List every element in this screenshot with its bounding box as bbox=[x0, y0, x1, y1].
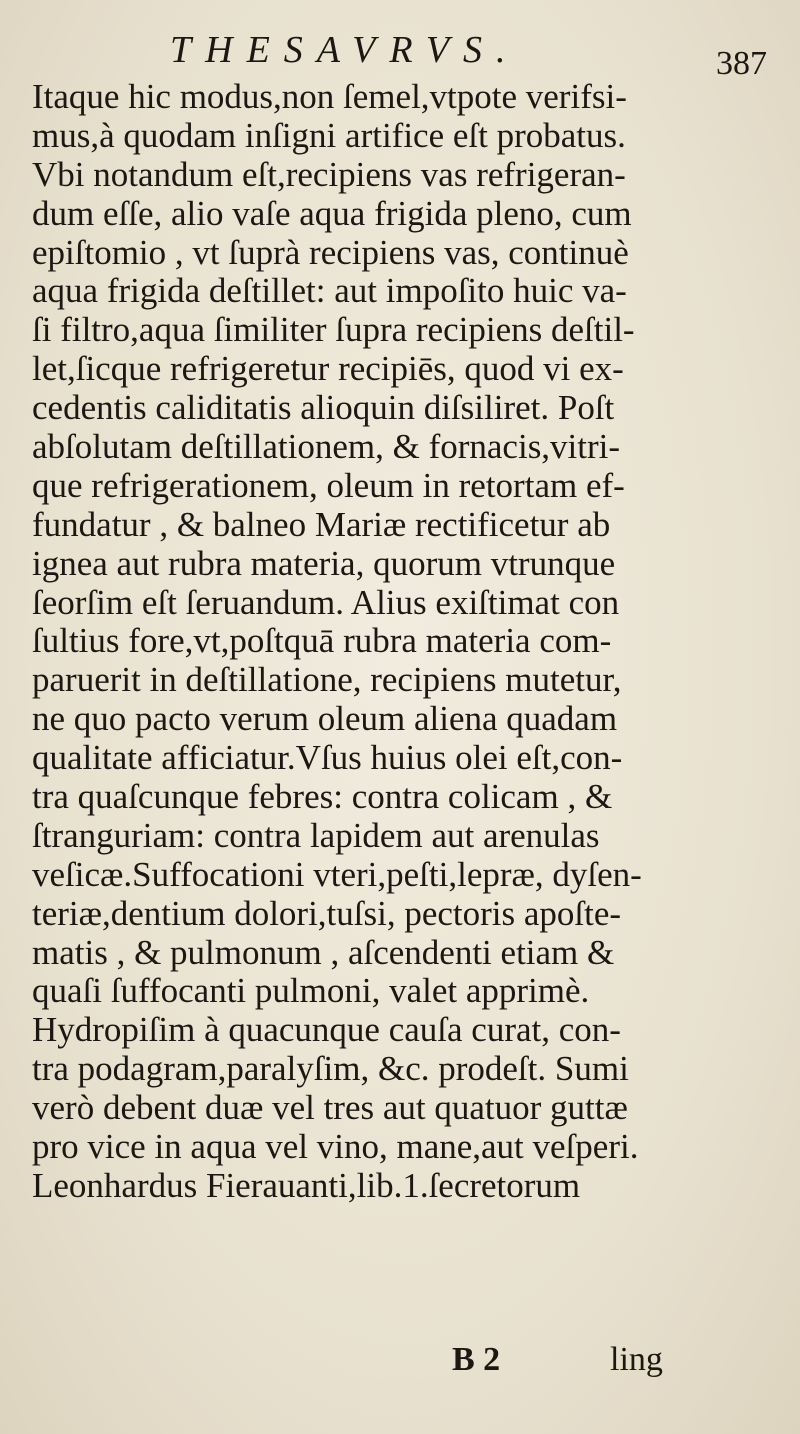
text-line: teriæ,dentium dolori,tuſsi, pectoris apoſte- bbox=[32, 894, 622, 933]
text-line: Leonhardus Fierauanti,lib.1.ſecretorum bbox=[32, 1166, 581, 1205]
text-line: tra quaſcunque febres: contra colicam , & bbox=[32, 778, 613, 817]
text-line: aqua frigida deſtillet: aut impoſito huic va- bbox=[32, 272, 627, 311]
text-line: Itaque hic modus,non ſemel,vtpote verifsi- bbox=[32, 78, 627, 116]
text-line: ſultius fore,vt,poſtquā rubra materia com- bbox=[32, 622, 612, 661]
text-line: ſi filtro,aqua ſimiliter ſupra recipiens deſtil- bbox=[32, 311, 635, 350]
text-line: ne quo pacto verum oleum aliena quadam bbox=[32, 700, 618, 739]
text-line: paruerit in deſtillatione, recipiens mutetur, bbox=[32, 661, 622, 700]
text-line: qualitate afficiatur.Vſus huius olei eſt,con- bbox=[32, 739, 623, 778]
signature-mark: B 2 bbox=[452, 1341, 501, 1378]
text-line: Vbi notandum eſt,recipiens vas refrigeran- bbox=[32, 155, 626, 194]
text-line: tra podagram,paralyſim, &c. prodeſt. Sumi bbox=[32, 1050, 629, 1089]
page-footer bbox=[0, 1340, 800, 1380]
text-line: ſeorſim eſt ſeruandum. Alius exiſtimat con bbox=[32, 583, 620, 622]
catchword: ling bbox=[610, 1341, 663, 1378]
text-line: veſicæ.Suffocationi vteri,peſti,lepræ, dyſen- bbox=[32, 855, 642, 894]
text-line: ſtranguriam: contra lapidem aut arenulas bbox=[32, 816, 600, 855]
text-line: quaſi ſuffocanti pulmoni, valet apprimè. bbox=[32, 972, 590, 1011]
text-line: que refrigerationem, oleum in retortam ef- bbox=[32, 466, 625, 505]
running-head: THESAVRVS. bbox=[170, 29, 520, 71]
text-line: fundatur , & balneo Mariæ rectificetur ab bbox=[32, 505, 611, 544]
body-text bbox=[32, 78, 777, 1206]
text-line: pro vice in aqua vel vino, mane,aut veſperi. bbox=[32, 1128, 639, 1167]
text-line: cedentis caliditatis alioquin diſsiliret. Poſt bbox=[32, 389, 615, 428]
page-number: 387 bbox=[716, 45, 767, 82]
text-line: ignea aut rubra materia, quorum vtrunque bbox=[32, 544, 616, 583]
text-line: let,ſicque refrigeretur recipiēs, quod vi ex- bbox=[32, 350, 624, 389]
text-line: dum eſſe, alio vaſe aqua frigida pleno, cum bbox=[32, 194, 632, 233]
text-line: abſolutam deſtillationem, & fornacis,vitri- bbox=[32, 428, 621, 467]
text-line: verò debent duæ vel tres aut quatuor guttæ bbox=[32, 1089, 628, 1128]
text-line: matis , & pulmonum , aſcendenti etiam & bbox=[32, 933, 615, 972]
text-line: mus,à quodam inſigni artifice eſt probatus. bbox=[32, 116, 626, 155]
text-line: Hydropiſim à quacunque cauſa curat, con- bbox=[32, 1011, 621, 1050]
text-line: epiſtomio , vt ſuprà recipiens vas, continuè bbox=[32, 233, 629, 272]
